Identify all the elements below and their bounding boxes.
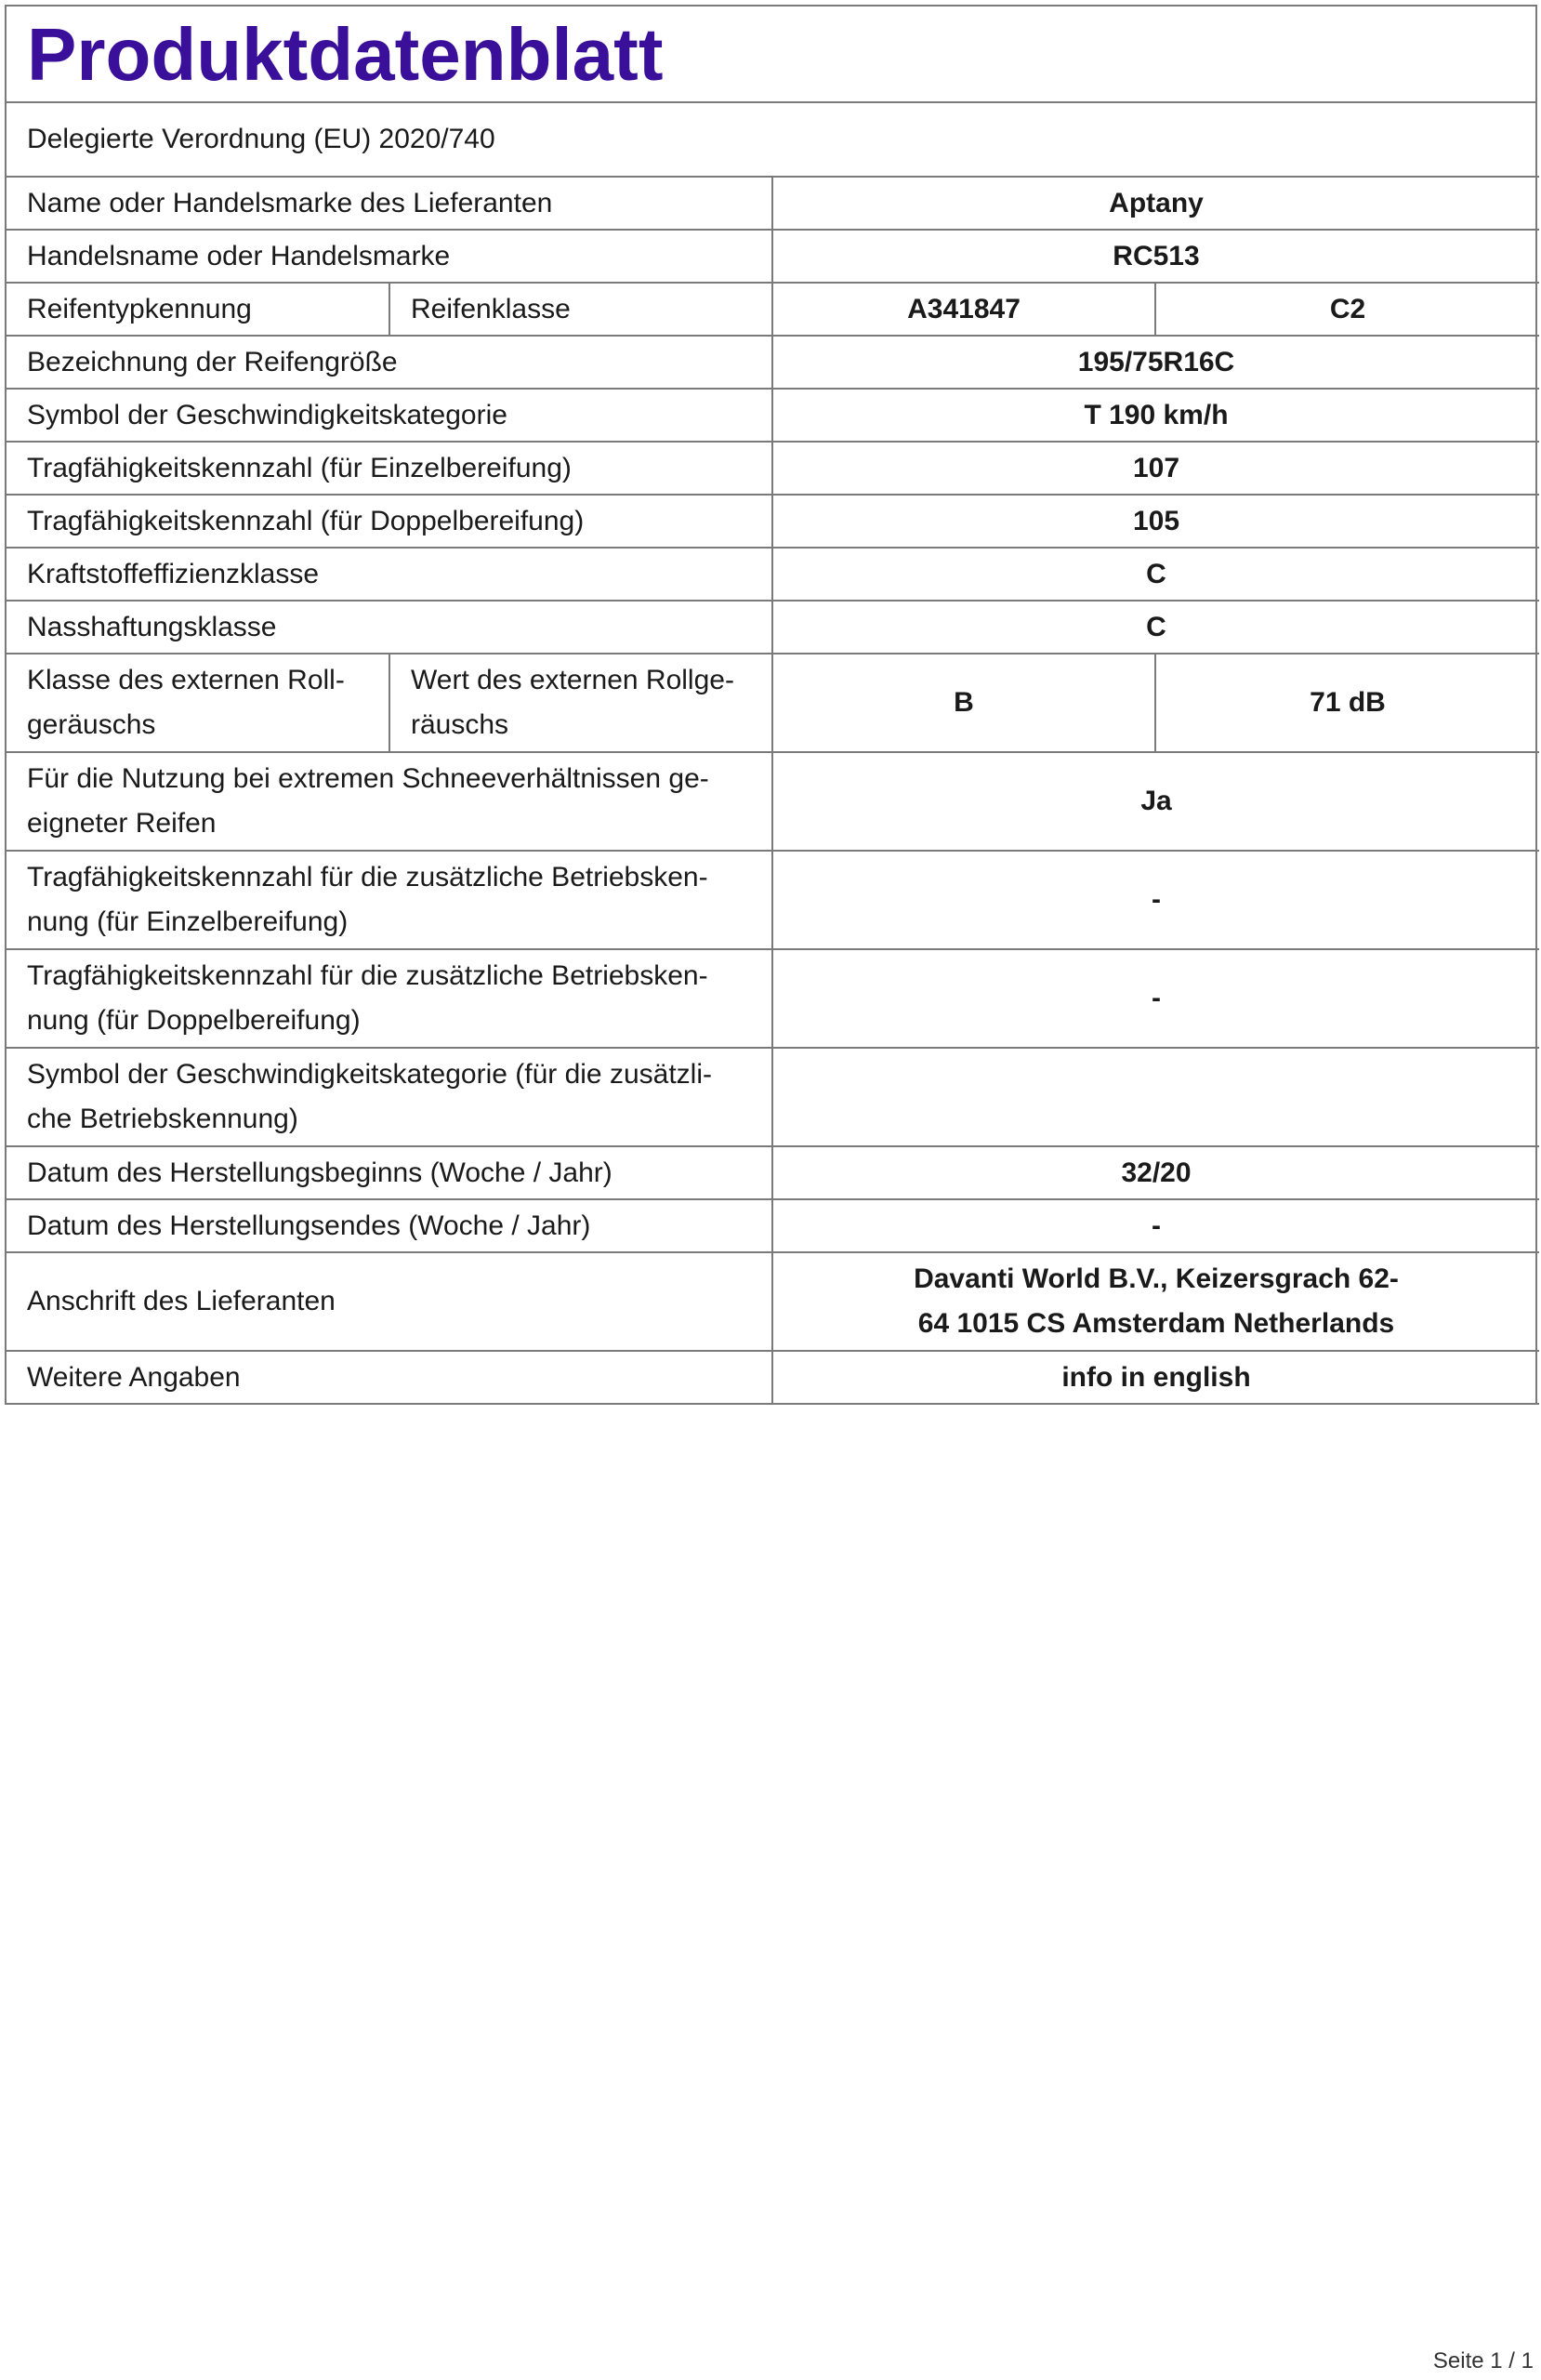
type-id-value: A341847 [772,283,1155,336]
table-row [7,1252,1539,1351]
table-row [7,851,1539,949]
speed-add-value [772,1048,1539,1146]
product-data-sheet [5,5,1537,1405]
trade-name-value: RC513 [772,230,1539,283]
noise-class-value: B [772,654,1155,752]
load-add-dual-label: Tragfähigkeitskennzahl für die zusätzliche Betriebsken-nung (für Doppelbereifung) [7,949,772,1048]
tyre-class-value: C2 [1155,283,1539,336]
load-add-single-label: Tragfähigkeitskennzahl für die zusätzliche Betriebsken-nung (für Einzelbereifung) [7,851,772,949]
trade-name-label: Handelsname oder Handelsmarke [7,230,772,283]
fuel-class-label: Kraftstoffeffizienzklasse [7,548,772,601]
noise-class-label: Klasse des externen Roll-geräuschs [7,654,389,752]
title-block [7,5,1535,101]
tyre-data-table [7,176,1539,1405]
table-row [7,495,1539,548]
table-row [7,1146,1539,1199]
table-row [7,336,1539,389]
table-row [7,752,1539,851]
table-row [7,1048,1539,1146]
load-single-label: Tragfähigkeitskennzahl (für Einzelbereifung) [7,442,772,495]
supplier-name-value: Aptany [772,177,1539,230]
wet-grip-value: C [772,601,1539,654]
page-number: Seite 1 / 1 [1432,2348,1534,2373]
supplier-name-label: Name oder Handelsmarke des Lieferanten [7,177,772,230]
noise-value-label: Wert des externen Rollge-räuschs [389,654,772,752]
wet-grip-label: Nasshaftungsklasse [7,601,772,654]
table-row [7,389,1539,442]
speed-add-label: Symbol der Geschwindigkeitskategorie (für die zusätzli-che Betriebskennung) [7,1048,772,1146]
fuel-class-value: C [772,548,1539,601]
table-row [7,230,1539,283]
prod-start-value: 32/20 [772,1146,1539,1199]
size-label: Bezeichnung der Reifengröße [7,336,772,389]
table-row [7,177,1539,230]
speed-symbol-value: T 190 km/h [772,389,1539,442]
noise-db-value: 71 dB [1155,654,1539,752]
type-id-label: Reifentypkennung [7,283,389,336]
table-row [7,548,1539,601]
speed-symbol-label: Symbol der Geschwindigkeitskategorie [7,389,772,442]
table-row [7,283,1539,336]
size-value: 195/75R16C [772,336,1539,389]
load-add-single-value: - [772,851,1539,949]
more-info-value: info in english [772,1351,1539,1404]
prod-end-label: Datum des Herstellungsendes (Woche / Jahr) [7,1199,772,1252]
prod-start-label: Datum des Herstellungsbeginns (Woche / Jahr) [7,1146,772,1199]
table-row [7,1351,1539,1404]
snow-label: Für die Nutzung bei extremen Schneeverhältnissen ge-eigneter Reifen [7,752,772,851]
address-value: Davanti World B.V., Keizersgrach 62-64 1015 CS Amsterdam Netherlands [772,1252,1539,1351]
page-title: Produktdatenblatt [27,13,664,96]
load-single-value: 107 [772,442,1539,495]
address-label: Anschrift des Lieferanten [7,1252,772,1351]
table-row [7,601,1539,654]
load-dual-value: 105 [772,495,1539,548]
load-add-dual-value: - [772,949,1539,1048]
load-dual-label: Tragfähigkeitskennzahl (für Doppelbereifung) [7,495,772,548]
table-row [7,949,1539,1048]
snow-value: Ja [772,752,1539,851]
prod-end-value: - [772,1199,1539,1252]
table-row [7,654,1539,752]
tyre-class-label: Reifenklasse [389,283,772,336]
table-row [7,442,1539,495]
regulation-subtitle: Delegierte Verordnung (EU) 2020/740 [7,101,1535,176]
table-row [7,1199,1539,1252]
more-info-label: Weitere Angaben [7,1351,772,1404]
